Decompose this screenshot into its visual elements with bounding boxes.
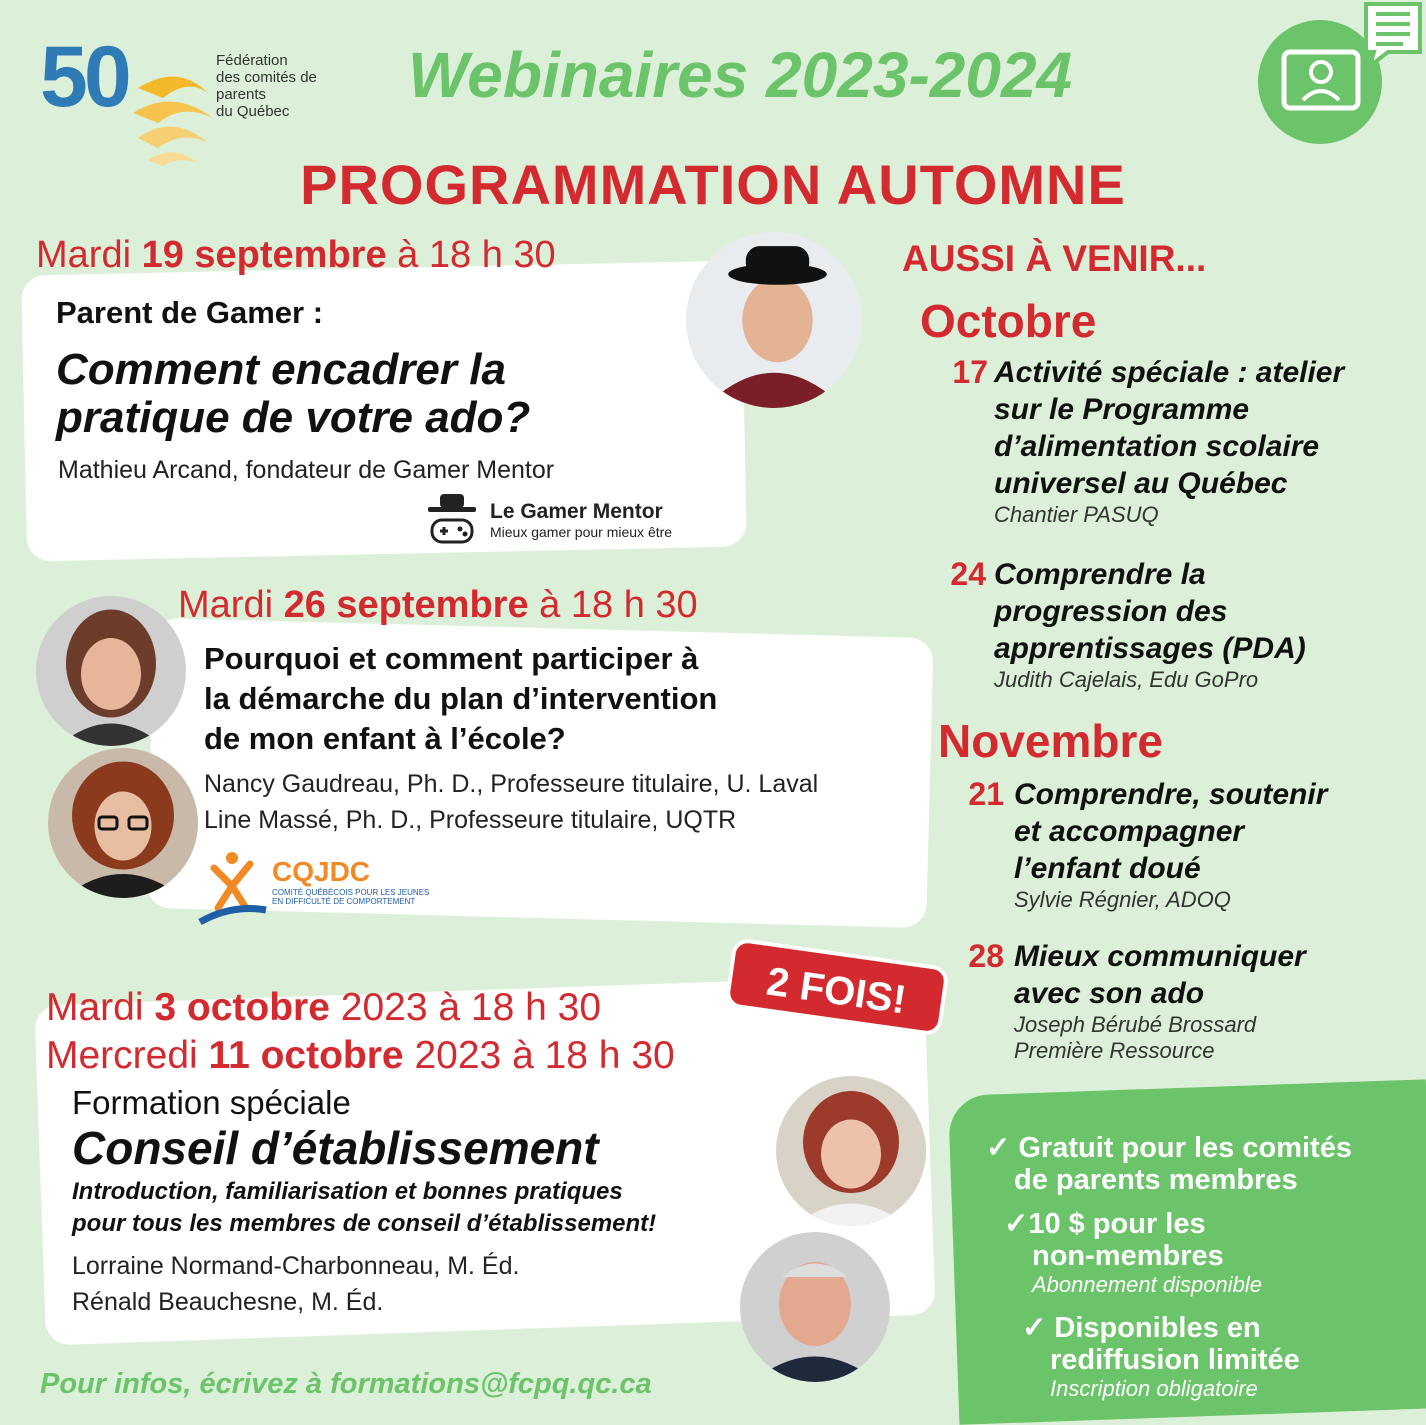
fcpq-logo [40,28,360,158]
contact-footer: Pour infos, écrivez à formations@fcpq.qc.ca [40,1368,652,1400]
upcoming-heading: AUSSI À VENIR... [902,238,1207,279]
upcoming-day-21: 21 [968,776,1004,812]
event2-title-2: la démarche du plan d’intervention [204,681,718,716]
upcoming-day-24: 24 [950,556,986,592]
event3-date-2: Mercredi 11 octobre 2023 à 18 h 30 [46,1034,675,1077]
event2-title-1: Pourquoi et comment participer à [204,641,699,676]
page-title: Webinaires 2023-2024 [408,39,1073,111]
upcoming-item-24: Comprendre la progression des apprentissages (PDA) Judith Cajelais, Edu GoPro [994,558,1306,692]
perk-replay: ✓ Disponibles en rediffusion limitée Inscription obligatoire [1022,1312,1300,1401]
event3-speaker2-photo [740,1232,890,1382]
cqjdc-logo-icon [196,848,268,926]
upcoming-item-17: Activité spéciale : atelier sur le Programme d’alimentation scolaire universel au Québec Chantier PASUQ [994,356,1345,527]
event3-headline: Conseil d’établissement [72,1122,599,1174]
page-subtitle: PROGRAMMATION AUTOMNE [300,153,1126,216]
org-name: Fédération des comités de parents du Québec [216,52,317,120]
gamer-mentor-icon [426,492,478,546]
event2-speaker2-photo [48,748,198,898]
event2-speaker1-photo [36,596,186,746]
month-november: Novembre [938,715,1163,767]
logo-50: 50 [40,29,128,125]
event1-headline-1: Comment encadrer la [56,345,506,394]
event3-speaker-2: Rénald Beauchesne, M. Éd. [72,1288,384,1316]
event1-speaker-photo [686,232,862,408]
event1-title: Parent de Gamer : [56,295,324,330]
event1-speaker: Mathieu Arcand, fondateur de Gamer Mentor [58,456,555,484]
twice-badge: 2 FOIS! [724,937,950,1037]
webinar-icon [1258,0,1426,150]
event1-headline-2: pratique de votre ado? [56,393,531,442]
event1-date: Mardi 19 septembre à 18 h 30 [36,234,556,276]
upcoming-item-28: Mieux communiquer avec son ado Joseph Bérubé Brossard Première Ressource [1014,940,1306,1063]
month-october: Octobre [920,295,1097,347]
cqjdc-brand: CQJDC COMITÉ QUÉBÉCOIS POUR LES JEUNES EN DIFFICULTÉ DE COMPORTEMENT [272,856,430,906]
event2-date: Mardi 26 septembre à 18 h 30 [178,584,698,626]
upcoming-day-17: 17 [952,354,988,390]
event3-desc-2: pour tous les membres de conseil d’établissement! [72,1210,657,1237]
perk-free: ✓ Gratuit pour les comités de parents membres [986,1132,1352,1196]
event3-desc-1: Introduction, familiarisation et bonnes pratiques [72,1178,623,1205]
event2-title-3: de mon enfant à l’école? [204,721,566,756]
event2-speaker-1: Nancy Gaudreau, Ph. D., Professeure titulaire, U. Laval [204,770,819,798]
upcoming-item-21: Comprendre, soutenir et accompagner l’enfant doué Sylvie Régnier, ADOQ [1014,778,1328,912]
gamer-mentor-brand: Le Gamer Mentor Mieux gamer pour mieux être [490,500,673,540]
event3-speaker-1: Lorraine Normand-Charbonneau, M. Éd. [72,1252,520,1280]
upcoming-day-28: 28 [968,938,1004,974]
event2-speaker-2: Line Massé, Ph. D., Professeure titulaire, UQTR [204,806,737,834]
perk-price: ✓10 $ pour les non-membres Abonnement disponible [1004,1208,1262,1297]
event3-label: Formation spéciale [72,1084,351,1121]
event3-date-1: Mardi 3 octobre 2023 à 18 h 30 [46,986,602,1029]
event3-speaker1-photo [776,1076,926,1226]
